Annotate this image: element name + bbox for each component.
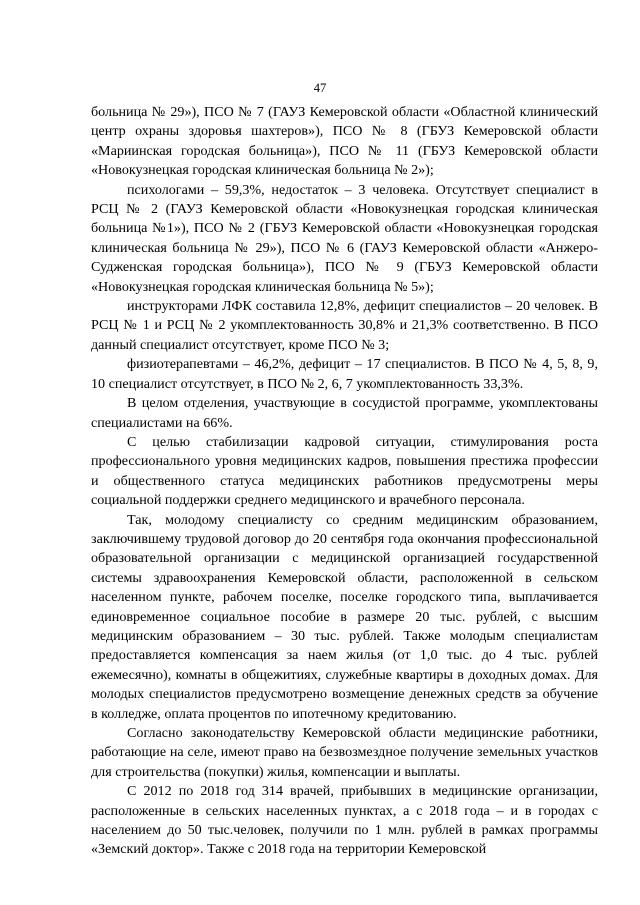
paragraph-staffing-summary: В целом отделения, участвующие в сосудистой программе, укомплектованы специалистами на 66%.: [91, 395, 598, 431]
page-number: 47: [313, 81, 327, 95]
paragraph-lfk-instructors: инструкторами ЛФК составила 12,8%, дефицит специалистов – 20 человек. В РСЦ № 1 и РСЦ № 2 укомплектованность 30,8% и 21,3% соответственно. В ПСО данный специалист отсутствует, кроме ПСО № 3;: [91, 298, 598, 353]
paragraph-young-specialists: Так, молодому специалисту со средним медицинским образованием, заключившему трудовой договор до 20 сентября года окончания профессиональной образовательной организации с медицинской организацией государственной системы здравоохранения Кемеровской области, расположенной в сельском населенном пункте, рабочем поселке, поселке городского типа, выплачивается единовременное социальное пособие в размере 20 тыс. рублей, с высшим медицинским образованием – 30 тыс. рублей. Также молодым специалистам предоставляется компенсация за наем жилья (от 1,0 тыс. до 4 тыс. рублей ежемесячно), комнаты в общежитиях, служебные квартиры в доходных домах. Для молодых специалистов предусмотрено возмещение денежных средств за обучение в колледже, оплата процентов по ипотечному кредитованию.: [91, 511, 598, 722]
paragraph-stabilization-measures: С целью стабилизации кадровой ситуации, стимулирования роста профессионального уровня медицинских кадров, повышения престижа профессии и общественного статуса медицинских работников предусмотрены меры социальной поддержки среднего медицинского и врачебного персонала.: [91, 433, 598, 509]
paragraph-land-plots: Согласно законодательству Кемеровской области медицинские работники, работающие на селе, имеют право на безвозмездное получение земельных участков для строительства (покупки) жилья, компенсации и выплаты.: [91, 725, 598, 780]
paragraph-continuation: больница № 29»), ПСО № 7 (ГАУЗ Кемеровской области «Областной клинический центр охраны здоровья шахтеров»), ПСО № 8 (ГБУЗ Кемеровской области «Мариинская городская больница»), ПСО № 11 (ГБУЗ Кемеровской области «Новокузнецкая городская клиническая больница № 2»);: [91, 104, 598, 179]
page-body: [91, 103, 598, 860]
paragraph-zemsky-doctor: С 2012 по 2018 год 314 врачей, прибывших в медицинские организации, расположенные в сельских населенных пунктах, а с 2018 года – и в городах с населением до 50 тыс.человек, получили по 1 млн. рублей в рамках программы «Земский доктор». Также с 2018 года на территории Кемеровской: [91, 783, 598, 858]
paragraph-physiotherapists: физиотерапевтами – 46,2%, дефицит – 17 специалистов. В ПСО № 4, 5, 8, 9, 10 специалист отсутствует, в ПСО № 2, 6, 7 укомплектованность 33,3%.: [91, 356, 598, 392]
paragraph-psychologists: психологами – 59,3%, недостаток – 3 человека. Отсутствует специалист в РСЦ № 2 (ГАУЗ Кемеровской области «Новокузнецкая городская клиническая больница №1»), ПСО № 2 (ГБУЗ Кемеровской области «Новокузнецкая городская клиническая больница № 29»), ПСО № 6 (ГАУЗ Кемеровской области «Анжеро-Судженская городская больница»), ПСО № 9 (ГБУЗ Кемеровской области «Новокузнецкая городская клиническая больница № 5»);: [91, 181, 598, 295]
